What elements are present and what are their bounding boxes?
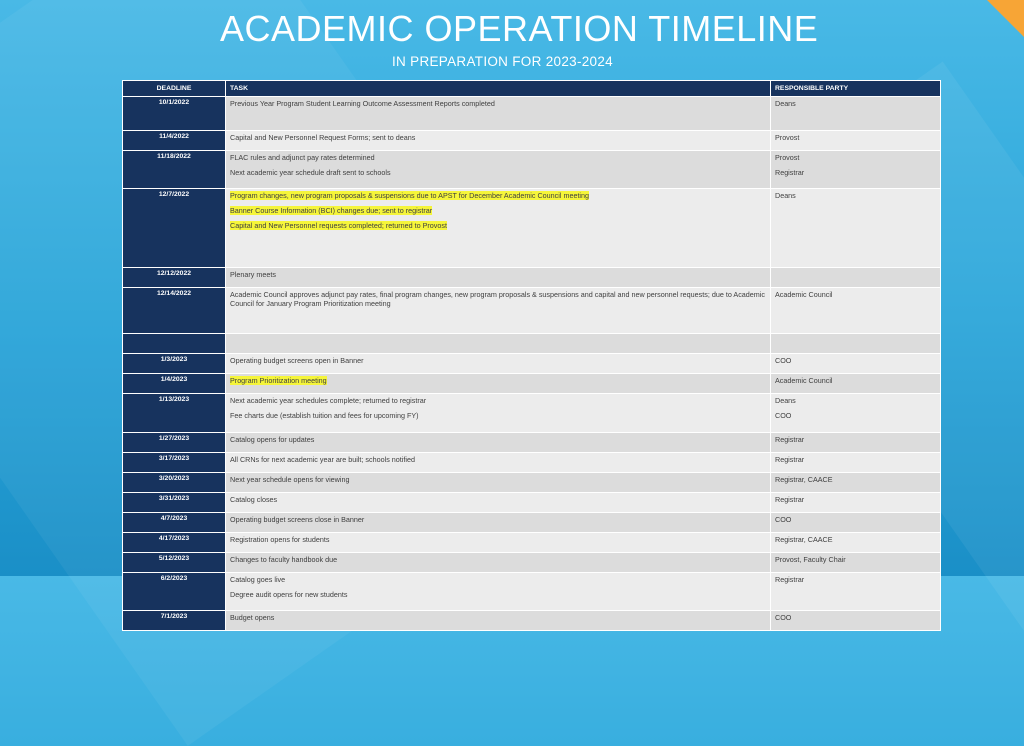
task-cell bbox=[226, 433, 771, 453]
party-text: COO bbox=[775, 356, 792, 365]
task-cell bbox=[226, 131, 771, 151]
responsible-party-cell bbox=[771, 611, 941, 631]
header-responsible-party: RESPONSIBLE PARTY bbox=[771, 81, 941, 97]
task-text: Changes to faculty handbook due bbox=[230, 555, 338, 564]
task-text: Previous Year Program Student Learning Outcome Assessment Reports completed bbox=[230, 99, 495, 108]
responsible-party-cell bbox=[771, 97, 941, 131]
responsible-party-cell bbox=[771, 334, 941, 354]
table-row bbox=[123, 493, 941, 513]
task-text: Catalog goes live bbox=[230, 575, 286, 584]
task-text: Fee charts due (establish tuition and fees for upcoming FY) bbox=[230, 411, 419, 420]
responsible-party-cell bbox=[771, 513, 941, 533]
task-text: Program Prioritization meeting bbox=[230, 376, 327, 385]
deadline-cell: 12/12/2022 bbox=[123, 268, 226, 288]
deadline-cell: 3/31/2023 bbox=[123, 493, 226, 513]
responsible-party-cell bbox=[771, 151, 941, 189]
task-cell bbox=[226, 611, 771, 631]
responsible-party-cell bbox=[771, 288, 941, 334]
party-text: Provost bbox=[775, 153, 800, 162]
party-text bbox=[775, 336, 936, 351]
task-cell bbox=[226, 151, 771, 189]
task-text: Banner Course Information (BCI) changes due; sent to registrar bbox=[230, 206, 433, 215]
timeline-table bbox=[122, 80, 941, 631]
deadline-cell: 11/18/2022 bbox=[123, 151, 226, 189]
deadline-cell: 1/3/2023 bbox=[123, 354, 226, 374]
responsible-party-cell bbox=[771, 131, 941, 151]
task-cell bbox=[226, 573, 771, 611]
responsible-party-cell bbox=[771, 553, 941, 573]
table-row bbox=[123, 573, 941, 611]
party-text: COO bbox=[775, 411, 792, 420]
table-row bbox=[123, 268, 941, 288]
deadline-cell: 4/17/2023 bbox=[123, 533, 226, 553]
responsible-party-cell bbox=[771, 374, 941, 394]
deadline-cell: 11/4/2022 bbox=[123, 131, 226, 151]
responsible-party-cell bbox=[771, 473, 941, 493]
responsible-party-cell bbox=[771, 394, 941, 433]
table-row bbox=[123, 453, 941, 473]
task-text: Budget opens bbox=[230, 613, 275, 622]
responsible-party-cell bbox=[771, 354, 941, 374]
party-text: Academic Council bbox=[775, 376, 833, 385]
table-row bbox=[123, 131, 941, 151]
task-cell bbox=[226, 453, 771, 473]
table-row bbox=[123, 533, 941, 553]
party-text: COO bbox=[775, 515, 792, 524]
task-cell bbox=[226, 97, 771, 131]
party-text: Registrar, CAACE bbox=[775, 475, 833, 484]
table-row bbox=[123, 151, 941, 189]
table-row bbox=[123, 433, 941, 453]
deadline-cell: 4/7/2023 bbox=[123, 513, 226, 533]
party-text: Provost bbox=[775, 133, 800, 142]
table-row bbox=[123, 513, 941, 533]
table-row bbox=[123, 374, 941, 394]
deadline-cell bbox=[123, 334, 226, 354]
party-text: Deans bbox=[775, 99, 796, 108]
task-text: Degree audit opens for new students bbox=[230, 590, 348, 599]
table-row bbox=[123, 334, 941, 354]
task-cell bbox=[226, 354, 771, 374]
party-text: Registrar bbox=[775, 435, 805, 444]
task-cell bbox=[226, 288, 771, 334]
party-text: COO bbox=[775, 613, 792, 622]
party-text: Deans bbox=[775, 396, 796, 405]
task-text: Academic Council approves adjunct pay rates, final program changes, new program proposals & suspensions and capital and new personnel requests; due to Academic Council for January Program Prioritization meeting bbox=[230, 290, 765, 308]
responsible-party-cell bbox=[771, 433, 941, 453]
responsible-party-cell bbox=[771, 268, 941, 288]
table-row bbox=[123, 611, 941, 631]
party-text: Deans bbox=[775, 191, 796, 200]
task-text: FLAC rules and adjunct pay rates determined bbox=[230, 153, 375, 162]
table-row bbox=[123, 553, 941, 573]
party-text: Registrar bbox=[775, 575, 805, 584]
task-cell bbox=[226, 493, 771, 513]
title-block bbox=[0, 8, 1024, 69]
table-header-row bbox=[123, 81, 941, 97]
task-text: Next academic year schedule draft sent to schools bbox=[230, 168, 391, 177]
table-row bbox=[123, 189, 941, 268]
party-text: Academic Council bbox=[775, 290, 833, 299]
deadline-cell: 1/27/2023 bbox=[123, 433, 226, 453]
party-text: Registrar, CAACE bbox=[775, 535, 833, 544]
task-text: Capital and New Personnel requests completed; returned to Provost bbox=[230, 221, 447, 230]
responsible-party-cell bbox=[771, 453, 941, 473]
task-cell bbox=[226, 553, 771, 573]
deadline-cell: 5/12/2023 bbox=[123, 553, 226, 573]
deadline-cell: 3/17/2023 bbox=[123, 453, 226, 473]
party-text: Registrar bbox=[775, 495, 805, 504]
task-cell bbox=[226, 533, 771, 553]
party-text: Registrar bbox=[775, 168, 805, 177]
task-cell bbox=[226, 394, 771, 433]
responsible-party-cell bbox=[771, 573, 941, 611]
timeline-table-wrap bbox=[122, 80, 940, 631]
responsible-party-cell bbox=[771, 533, 941, 553]
table-row bbox=[123, 394, 941, 433]
task-cell bbox=[226, 268, 771, 288]
task-text: Catalog closes bbox=[230, 495, 278, 504]
deadline-cell: 10/1/2022 bbox=[123, 97, 226, 131]
task-text: Capital and New Personnel Request Forms; sent to deans bbox=[230, 133, 416, 142]
task-text: Program changes, new program proposals & suspensions due to APST for December Academic Council meeting bbox=[230, 191, 590, 200]
deadline-cell: 12/14/2022 bbox=[123, 288, 226, 334]
task-cell bbox=[226, 189, 771, 268]
deadline-cell: 12/7/2022 bbox=[123, 189, 226, 268]
deadline-cell: 3/20/2023 bbox=[123, 473, 226, 493]
party-text: Registrar bbox=[775, 455, 805, 464]
task-text: Next year schedule opens for viewing bbox=[230, 475, 350, 484]
task-text: Next academic year schedules complete; returned to registrar bbox=[230, 396, 427, 405]
responsible-party-cell bbox=[771, 189, 941, 268]
deadline-cell: 1/4/2023 bbox=[123, 374, 226, 394]
page-title: ACADEMIC OPERATION TIMELINE bbox=[220, 8, 819, 49]
party-text: Provost, Faculty Chair bbox=[775, 555, 846, 564]
page-subtitle: IN PREPARATION FOR 2023-2024 bbox=[392, 54, 613, 69]
table-row bbox=[123, 473, 941, 493]
task-text: Operating budget screens open in Banner bbox=[230, 356, 364, 365]
task-text: Catalog opens for updates bbox=[230, 435, 315, 444]
task-cell bbox=[226, 473, 771, 493]
task-text: Registration opens for students bbox=[230, 535, 330, 544]
table-row bbox=[123, 288, 941, 334]
header-task: TASK bbox=[226, 81, 771, 97]
table-row bbox=[123, 354, 941, 374]
task-cell bbox=[226, 334, 771, 354]
header-deadline: DEADLINE bbox=[123, 81, 226, 97]
deadline-cell: 7/1/2023 bbox=[123, 611, 226, 631]
task-text: Plenary meets bbox=[230, 270, 276, 279]
deadline-cell: 1/13/2023 bbox=[123, 394, 226, 433]
task-cell bbox=[226, 513, 771, 533]
responsible-party-cell bbox=[771, 493, 941, 513]
table-row bbox=[123, 97, 941, 131]
task-text: All CRNs for next academic year are built; schools notified bbox=[230, 455, 415, 464]
deadline-cell: 6/2/2023 bbox=[123, 573, 226, 611]
task-cell bbox=[226, 374, 771, 394]
party-text bbox=[775, 270, 936, 285]
task-text: Operating budget screens close in Banner bbox=[230, 515, 365, 524]
